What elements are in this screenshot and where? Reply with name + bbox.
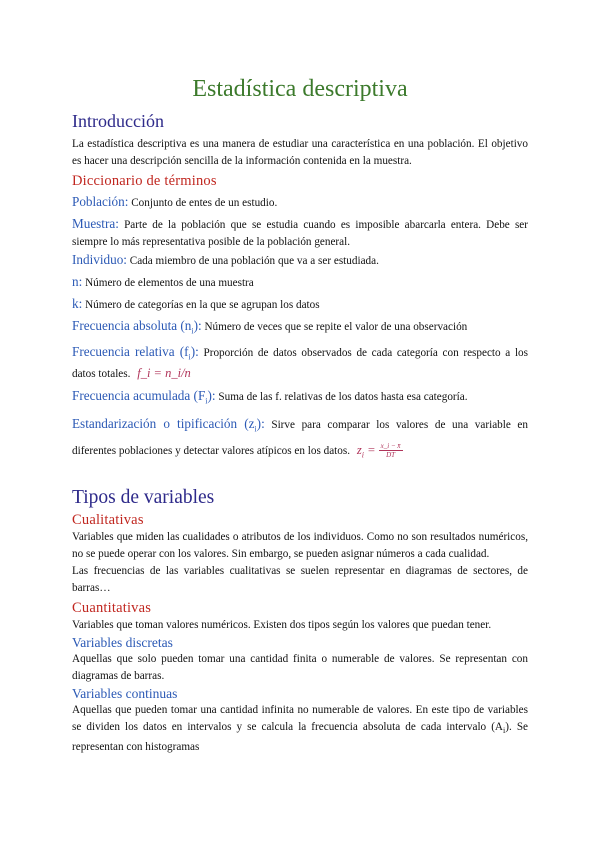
qualitative-paragraph-1: Variables que miden las cualidades o atributos de los individuos. Como no son resultados numéricos, no se puede operar con los valores. Sin embargo, se pueden asignar números a cada cualidad. (72, 531, 528, 561)
types-heading: Tipos de variables (72, 487, 215, 509)
term-definition: Número de elementos de una muestra (82, 277, 254, 289)
term-label: Frecuencia absoluta $(n_i)$: (72, 318, 202, 336)
term-definition: Proporción de datos observados de cada categoría con respecto a los datos totales. (72, 346, 528, 381)
discrete-paragraph: Aquellas que solo pueden tomar una cantidad finita o numerable de valores. Se representan con diagramas de barras. (72, 653, 528, 683)
term-label: Frecuencia relativa $(f_i)$: (72, 343, 199, 362)
term-definition: Suma de las f. relativas de los datos hasta esa categoría. (215, 391, 468, 404)
discrete-heading: Variables discretas (72, 635, 173, 651)
term-estandarizacion (72, 414, 528, 465)
term-k (72, 295, 528, 314)
intro-paragraph: La estadística descriptiva es una manera de estudiar una característica en una población. El objetivo es hacer una descripción sencilla de la información contenida en la muestra. (72, 138, 528, 167)
term-frecuencia-absoluta (72, 317, 528, 340)
quantitative-heading: Cuantitativas (72, 600, 152, 617)
term-definition: Cada miembro de una población que va a ser estudiada. (126, 255, 379, 267)
term-muestra (72, 215, 528, 251)
term-frecuencia-acumulada (72, 387, 528, 410)
term-n (72, 273, 528, 292)
term-label: k: (72, 296, 83, 311)
dictionary-heading: Diccionario de términos (72, 173, 217, 189)
term-label: Estandarización o tipificación $(z_i)$: (72, 415, 265, 434)
z-score-fraction: $\frac{x\_i - x̄}{DT}$ (380, 442, 401, 460)
intro-heading: Introducción (72, 111, 164, 131)
term-definition: Conjunto de entes de un estudio. (128, 197, 278, 209)
quantitative-paragraph: Variables que toman valores numéricos. Existen dos tipos según los valores que puedan tener. (72, 619, 492, 632)
term-definition: Número de veces que se repite el valor de una observación (201, 321, 468, 333)
term-label: Frecuencia acumulada $(F_i)$: (72, 388, 216, 406)
continuous-paragraph: Aquellas que pueden tomar una cantidad infinita no numerable de valores. En este tipo de variables se dividen los datos en intervalos y se calcula la frecuencia absoluta de cada intervalo $(A_i)$. Se representan con histogramas (72, 704, 529, 754)
term-label: Individuo: (72, 252, 127, 267)
document-content (72, 74, 528, 756)
continuous-heading: Variables continuas (72, 686, 178, 702)
term-definition: Parte de la población que se estudia cuando es imposible abarcarla entera. Debe ser siempre lo más representativa posible de la población general. (72, 219, 528, 248)
term-individuo (72, 251, 528, 270)
relative-frequency-formula: f_i = n_i/n (137, 366, 191, 381)
term-definition: Número de categorías en la que se agrupan los datos (82, 299, 320, 311)
term-poblacion (72, 193, 528, 212)
term-definition: Sirve para comparar los valores de una variable en diferentes poblaciones y detectar valores atípicos en los datos. (72, 418, 528, 457)
term-frecuencia-relativa (72, 343, 528, 384)
term-label: Población: (72, 194, 129, 209)
document-title: Estadística descriptiva (192, 76, 408, 102)
term-label: n: (72, 274, 83, 289)
qualitative-paragraph-2: Las frecuencias de las variables cualitativas se suelen representar en diagramas de sectores, de barras… (72, 565, 528, 595)
term-label: Muestra: (72, 216, 119, 231)
qualitative-heading: Cualitativas (72, 512, 144, 529)
z-score-formula: $z_i$ = (356, 442, 379, 460)
